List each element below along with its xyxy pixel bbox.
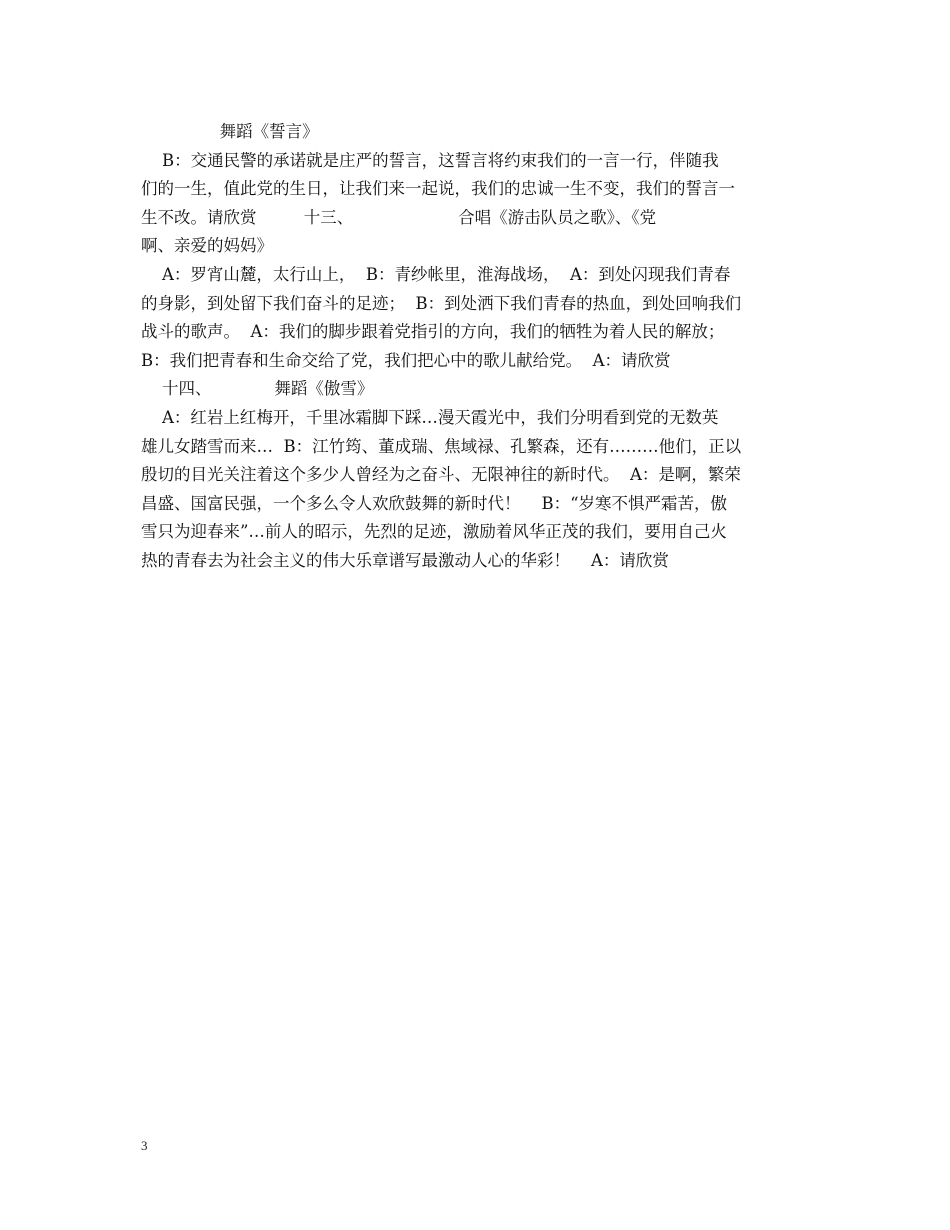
- program-title-dance-snow: 十四、 舞蹈《傲雪》: [141, 379, 374, 399]
- program-title-dance-oath: 舞蹈《誓言》: [141, 122, 319, 141]
- body-line: 昌盛、国富民强，一个多么令人欢欣鼓舞的新时代！ B：“岁寒不惧严霜苦，傲: [141, 493, 728, 513]
- page-number: 3: [141, 1138, 148, 1153]
- body-line: 雪只为迎春来”…前人的昭示，先烈的足迹，激励着风华正茂的我们，要用自己火: [141, 522, 727, 542]
- body-line: B：交通民警的承诺就是庄严的誓言，这誓言将约束我们的一言一行，伴随我: [141, 150, 719, 170]
- body-line: 的身影，到处留下我们奋斗的足迹； B：到处洒下我们青春的热血，到处回响我们: [141, 293, 742, 313]
- body-line: 战斗的歌声。 A：我们的脚步跟着党指引的方向，我们的牺牲为着人民的解放；: [141, 322, 725, 342]
- body-line: 们的一生，值此党的生日，让我们来一起说，我们的忠诚一生不变，我们的誓言一: [141, 179, 735, 199]
- body-line: 殷切的目光关注着这个多少人曾经为之奋斗、无限神往的新时代。 A：是啊，繁荣: [141, 465, 741, 485]
- body-line: B：我们把青春和生命交给了党，我们把心中的歌儿献给党。 A：请欣赏: [141, 350, 671, 370]
- body-line: 热的青春去为社会主义的伟大乐章谱写最激动人心的华彩！ A：请欣赏: [141, 550, 669, 570]
- body-line: 生不改。请欣赏 十三、 合唱《游击队员之歌》、《党: [141, 207, 657, 227]
- body-line: 啊、亲爱的妈妈》: [141, 236, 273, 256]
- body-line: 雄儿女踏雪而来… B：江竹筠、董成瑞、焦域禄、孔繁森，还有………他们，正以: [141, 436, 742, 456]
- body-line: A：罗宵山麓，太行山上， B：青纱帐里，淮海战场， A：到处闪现我们青春: [141, 264, 731, 284]
- document-body: [141, 118, 813, 576]
- body-line: A：红岩上红梅开，千里冰霜脚下踩…漫天霞光中，我们分明看到党的无数英: [141, 407, 719, 427]
